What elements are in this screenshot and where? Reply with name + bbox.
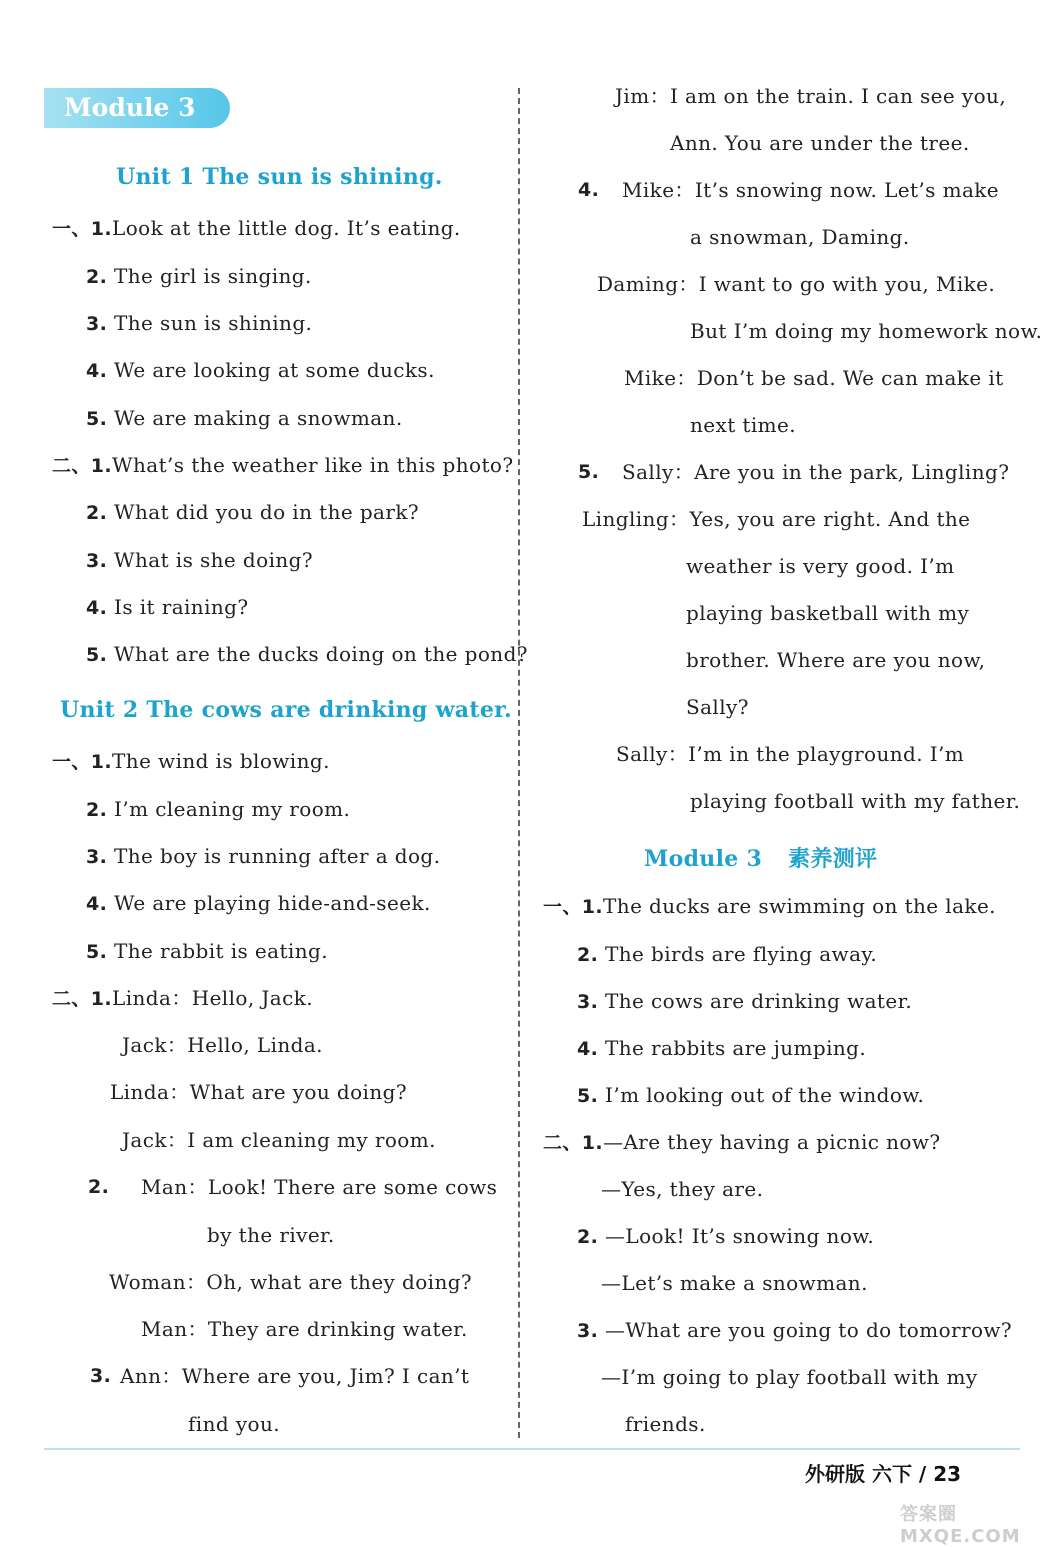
dialogue-line: Ann：Where are you, Jim? I can’t — [120, 1364, 470, 1388]
dialogue-line: brother. Where are you now, — [686, 648, 986, 672]
dialogue-line: weather is very good. I’m — [686, 554, 955, 578]
dialogue-line: Mike：Don’t be sad. We can make it — [624, 366, 1004, 390]
list-item: 5. What are the ducks doing on the pond? — [86, 642, 528, 666]
item-number: 3. — [90, 1365, 112, 1387]
dialogue-line: Man：Look! There are some cows — [141, 1175, 498, 1199]
item-number: 2. — [88, 1176, 110, 1198]
dialogue-line: —Yes, they are. — [601, 1177, 764, 1201]
dialogue-line: Man：They are drinking water. — [141, 1317, 468, 1341]
unit1-title: Unit 1 The sun is shining. — [116, 164, 443, 190]
list-item: 一、1.The ducks are swimming on the lake. — [543, 894, 996, 918]
module-banner — [44, 88, 230, 128]
dialogue-line: Jim：I am on the train. I can see you, — [615, 84, 1007, 108]
list-item: 一、1.The wind is blowing. — [52, 749, 330, 773]
column-divider — [518, 88, 520, 1438]
dialogue-line: —I’m going to play football with my — [601, 1365, 978, 1389]
dialogue-line: playing basketball with my — [686, 601, 970, 625]
list-item: 2. —Look! It’s snowing now. — [577, 1224, 875, 1248]
dialogue-line: Linda：What are you doing? — [110, 1080, 407, 1104]
dialogue-line: Woman：Oh, what are they doing? — [109, 1270, 473, 1294]
list-item: 4. Is it raining? — [86, 595, 249, 619]
list-item: 5. I’m looking out of the window. — [577, 1083, 925, 1107]
list-item: 5. The rabbit is eating. — [86, 939, 328, 963]
list-item: 3. The cows are drinking water. — [577, 989, 913, 1013]
dialogue-line: next time. — [690, 413, 796, 437]
dialogue-line: Jack：I am cleaning my room. — [122, 1128, 436, 1152]
list-item: 2. What did you do in the park? — [86, 500, 419, 524]
dialogue-line: Sally：Are you in the park, Lingling? — [622, 460, 1010, 484]
list-item: 2. I’m cleaning my room. — [86, 797, 351, 821]
watermark: 答案圈 MXQE.COM — [900, 1504, 1021, 1547]
dialogue-line: a snowman, Daming. — [690, 225, 910, 249]
module-banner-label: Module 3 — [64, 93, 196, 122]
dialogue-line: But I’m doing my homework now. — [690, 319, 1043, 343]
dialogue-line: playing football with my father. — [690, 789, 1021, 813]
list-item: 3. —What are you going to do tomorrow? — [577, 1318, 1013, 1342]
list-item: 3. The boy is running after a dog. — [86, 844, 441, 868]
dialogue-line: Jack：Hello, Linda. — [122, 1033, 323, 1057]
dialogue-line: Mike：It’s snowing now. Let’s make — [622, 178, 1000, 202]
list-item: 3. What is she doing? — [86, 548, 313, 572]
list-item: 二、1.Linda：Hello, Jack. — [52, 986, 313, 1010]
dialogue-line: find you. — [188, 1412, 281, 1436]
list-item: 4. We are playing hide-and-seek. — [86, 891, 431, 915]
item-number: 5. — [578, 461, 600, 483]
page-footer: 外研版 六下 / 23 — [805, 1462, 962, 1486]
list-item: 4. The rabbits are jumping. — [577, 1036, 867, 1060]
dialogue-line: Lingling：Yes, you are right. And the — [582, 507, 971, 531]
item-number: 4. — [578, 179, 600, 201]
list-item: 4. We are looking at some ducks. — [86, 358, 435, 382]
dialogue-line: —Let’s make a snowman. — [601, 1271, 868, 1295]
dialogue-line: by the river. — [207, 1223, 335, 1247]
dialogue-line: Sally? — [686, 695, 749, 719]
dialogue-line: Daming：I want to go with you, Mike. — [597, 272, 996, 296]
dialogue-line: friends. — [625, 1412, 706, 1436]
assessment-title: Module 3 素养测评 — [644, 846, 878, 872]
list-item: 2. The girl is singing. — [86, 264, 312, 288]
list-item: 一、1.Look at the little dog. It’s eating. — [52, 216, 461, 240]
list-item: 2. The birds are flying away. — [577, 942, 878, 966]
list-item: 二、1.—Are they having a picnic now? — [543, 1130, 941, 1154]
unit2-title: Unit 2 The cows are drinking water. — [60, 697, 512, 723]
dialogue-line: Sally：I’m in the playground. I’m — [616, 742, 965, 766]
dialogue-line: Ann. You are under the tree. — [670, 131, 970, 155]
bottom-rule — [44, 1448, 1020, 1450]
list-item: 5. We are making a snowman. — [86, 406, 403, 430]
list-item: 二、1.What’s the weather like in this photo? — [52, 453, 514, 477]
list-item: 3. The sun is shining. — [86, 311, 313, 335]
